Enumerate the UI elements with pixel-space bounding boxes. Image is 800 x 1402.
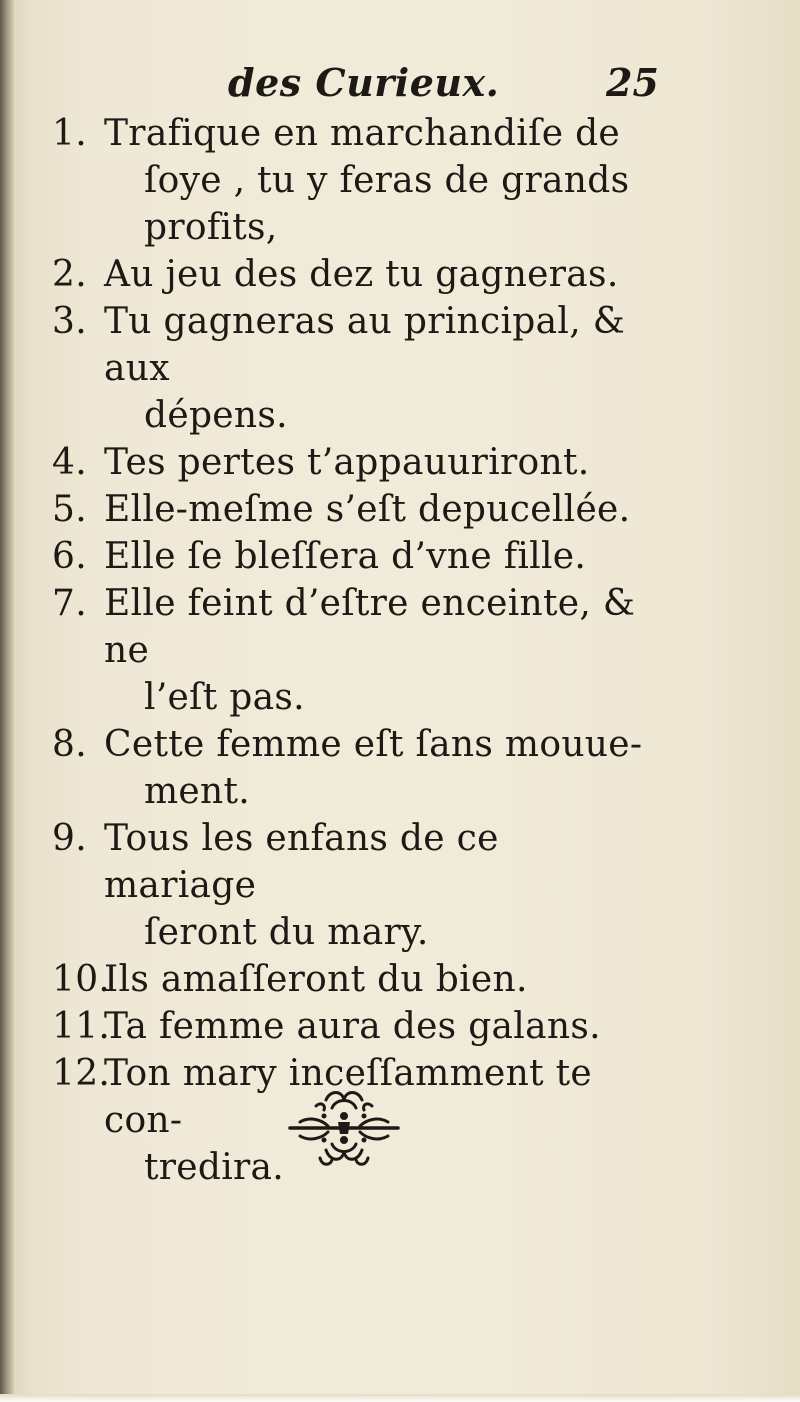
page-number: 25: [606, 60, 659, 105]
item-line: Tes pertes t’appauuriront.: [104, 442, 590, 483]
list-item: [0, 721, 800, 815]
item-number: 4.: [52, 442, 87, 483]
list-item: [0, 486, 800, 533]
item-line: Elle feint d’eſtre enceinte, & ne: [104, 583, 636, 671]
item-line: dépens.: [144, 395, 288, 436]
item-text: [104, 486, 652, 533]
item-text: [104, 439, 652, 486]
running-head: des Curieux.: [228, 60, 500, 105]
item-line: Ils amaſſeront du bien.: [104, 959, 528, 1000]
item-text: [104, 533, 652, 580]
item-text: [104, 298, 652, 439]
item-number: 7.: [52, 583, 87, 624]
item-number: 9.: [52, 818, 87, 859]
item-number: 1.: [52, 113, 87, 154]
list-item: [0, 110, 800, 251]
list-item: [0, 956, 800, 1003]
list-item: [0, 533, 800, 580]
item-text: [104, 1003, 652, 1050]
item-text: [104, 251, 652, 298]
item-line: Tous les enfans de ce mariage: [104, 818, 499, 906]
item-number: 10.: [52, 959, 111, 1000]
fleuron-ornament-icon: [286, 1086, 402, 1172]
item-number: 11.: [52, 1006, 111, 1047]
page-header: [0, 58, 800, 108]
item-line: ment.: [144, 771, 251, 812]
list-item: [0, 251, 800, 298]
item-number: 5.: [52, 489, 87, 530]
numbered-list: [0, 110, 800, 1191]
item-line: Au jeu des dez tu gagneras.: [104, 254, 619, 295]
item-line: ſoye , tu y feras de grands: [144, 160, 630, 201]
item-line: profits,: [144, 207, 278, 248]
list-item: [0, 815, 800, 956]
item-line: l’eſt pas.: [144, 677, 305, 718]
item-text: [104, 815, 652, 956]
list-item: [0, 1003, 800, 1050]
item-line: Ta femme aura des galans.: [104, 1006, 601, 1047]
item-line: Tu gagneras au principal, & aux: [104, 301, 626, 389]
list-item: [0, 298, 800, 439]
item-number: 6.: [52, 536, 87, 577]
item-number: 12.: [52, 1053, 111, 1094]
item-line: ſeront du mary.: [144, 912, 429, 953]
item-number: 3.: [52, 301, 87, 342]
list-item: [0, 580, 800, 721]
item-line: tredira.: [144, 1147, 285, 1188]
item-line: Ton mary inceſſamment te con-: [104, 1053, 593, 1141]
item-line: Elle-meſme s’eſt depucellée.: [104, 489, 631, 530]
item-line: Cette femme eſt ſans mouue-: [104, 724, 643, 765]
item-text: [104, 580, 652, 721]
item-line: Trafique en marchandiſe de: [104, 113, 621, 154]
item-number: 2.: [52, 254, 87, 295]
list-item: [0, 439, 800, 486]
item-text: [104, 956, 652, 1003]
item-text: [104, 721, 652, 815]
item-text: [104, 110, 652, 251]
item-number: 8.: [52, 724, 87, 765]
item-line: Elle ſe bleſſera d’vne fille.: [104, 536, 587, 577]
